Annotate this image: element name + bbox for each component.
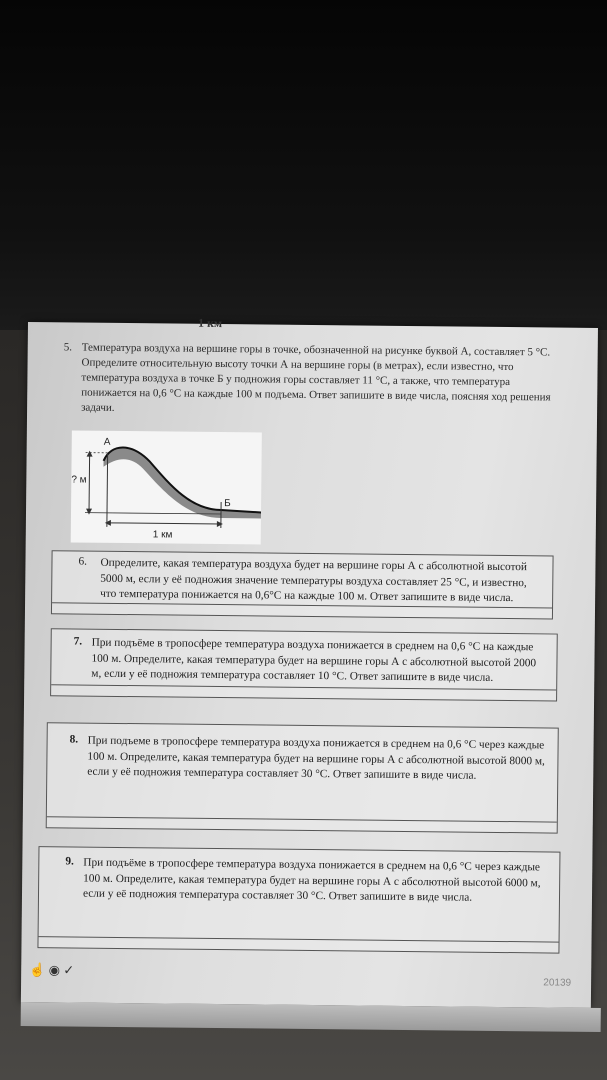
question-6-text: Определите, какая температура воздуха будет на вершине горы А с абсолютной высотой 5000 м, если у её подножия значение температуры воздуха составляет 25 °С, и известно, что температура понижается на 0,6°С на каждые 100 м. Ответ запишите в виде числа. (100, 556, 528, 605)
question-8-number: 8. (69, 733, 79, 746)
hand-icon: ☝ (29, 962, 46, 978)
question-9-text: При подъёме в тропосфере температура воздуха понижается в среднем на 0,6 °С через каждые 100 м. Определите, какая температура будет на вершине горы А с абсолютной высотой 6000 м, если у её подножия температура составляет 30 °С. Ответ запишите в виде числа. (82, 856, 541, 904)
check-icon: ✓ (63, 962, 75, 978)
label-distance: 1 км (152, 529, 173, 541)
eye-icon: ◉ (48, 962, 61, 978)
mountain-figure (71, 430, 262, 544)
question-7-box (50, 628, 558, 701)
footer-icons (29, 962, 74, 978)
arrow-down-icon (86, 509, 92, 515)
question-7-text: При подъёме в тропосфере температура воздуха понижается в среднем на 0,6 °С на каждые 100 м. Определите, какая температура будет на вершине горы А с абсолютной высотой 2000 м, если у её подножия температура составляет 10 °С. Ответ запишите в виде числа. (91, 636, 537, 684)
mountain-diagram (71, 430, 262, 544)
question-5-text: Температура воздуха на вершине горы в точке, обозначенной на рисунке буквой А, составляет 5 °С. Определите относительную высоту точки А на вершине горы (в метрах), если известно, что температура воздуха в точке Б у подножия горы составляет 11 °С, а также, что температура понижается на 0,6 °С на каждые 100 м подъема. Ответ запишите в виде числа, поясняя ход решения задачи. (81, 341, 551, 414)
question-9-box (37, 846, 560, 953)
question-6-box (51, 550, 554, 619)
question-7-answer-line (51, 684, 556, 700)
question-8-text: При подъеме в тропосфере температура воздуха понижается в среднем на 0,6 °С через каждые 100 м. Определите, какая температура будет на вершине горы А с абсолютной высотой 8000 м, если у её подножия температура составляет 30 °С. Ответ запишите в виде числа. (87, 734, 545, 782)
question-9-answer-line (38, 936, 558, 952)
cut-off-label: 1 км (197, 315, 223, 331)
question-8-answer-line (47, 816, 557, 832)
question-5 (63, 341, 552, 421)
mountain-shape (103, 447, 262, 518)
arrow-right-icon (217, 521, 223, 527)
arrow-up-icon (87, 451, 93, 457)
question-9-number: 9. (65, 855, 74, 868)
question-7-number: 7. (73, 635, 83, 648)
label-point-b: Б (224, 498, 231, 510)
height-arrow (89, 453, 90, 513)
question-5-number: 5. (63, 341, 73, 354)
question-8-box (46, 722, 559, 833)
arrow-left-icon (105, 520, 111, 526)
distance-arrow (107, 523, 221, 524)
page-number: 20139 (543, 977, 572, 989)
label-height: ? м (71, 474, 87, 486)
dark-background-top (0, 0, 607, 340)
label-point-a: А (103, 436, 111, 448)
question-6-number: 6. (78, 555, 88, 568)
worksheet-page (21, 315, 598, 1008)
